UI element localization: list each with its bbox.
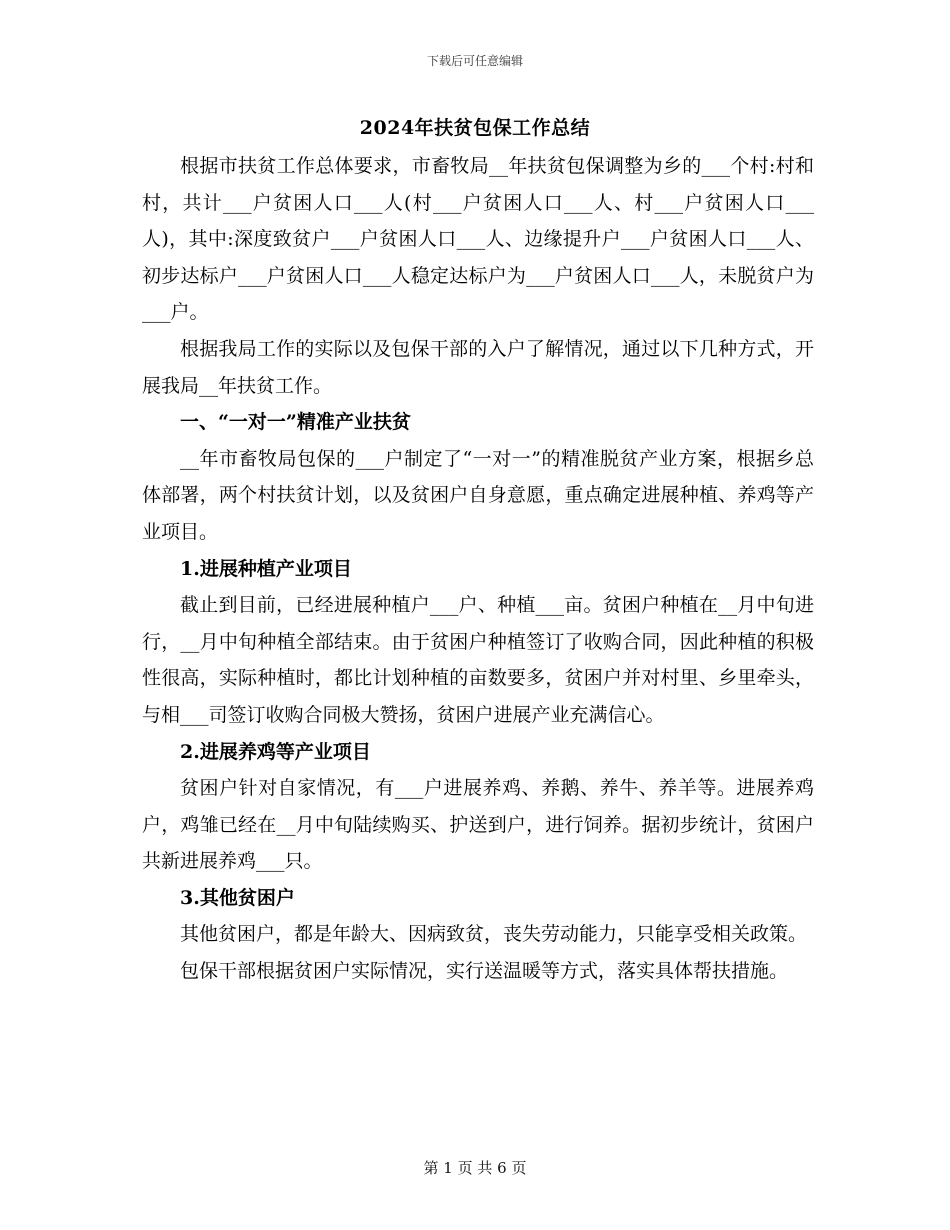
paragraph: 包保干部根据贫困户实际情况，实行送温暖等方式，落实具体帮扶措施。 <box>180 960 789 983</box>
document-title: 2024年扶贫包保工作总结 <box>359 117 591 139</box>
paragraph: 根据我局工作的实际以及包保干部的入户了解情况，通过以下几种方式，开展我局__年扶贫工作。 <box>142 337 814 397</box>
paragraph: 根据市扶贫工作总体要求，市畜牧局__年扶贫包保调整为乡的___个村:村和村，共计___户贫困人口___人(村___户贫困人口___人、村___户贫困人口___人)，其中:深度致贫户___户贫困人口___人、边缘提升户___户贫困人口___人、初步达标户___户贫困人口___人稳定达标户为___户贫困人口___人，未脱贫户为___户。 <box>142 155 814 324</box>
section-heading: 1.进展种植产业项目 <box>180 557 352 580</box>
page-footer: 第 1 页 共 6 页 <box>423 1159 527 1177</box>
paragraph: 贫困户针对自家情况，有___户进展养鸡、养鹅、养牛、养羊等。进展养鸡户，鸡雏已经在__月中旬陆续购买、护送到户，进行饲养。据初步统计，贫困户共新进展养鸡___只。 <box>142 777 814 873</box>
section-heading: 3.其他贫困户 <box>180 886 295 909</box>
section-heading: 2.进展养鸡等产业项目 <box>180 740 371 763</box>
paragraph: __年市畜牧局包保的___户制定了“一对一”的精准脱贫产业方案，根据乡总体部署，两个村扶贫计划，以及贫困户自身意愿，重点确定进展种植、养鸡等产业项目。 <box>142 447 814 543</box>
document-body <box>142 148 814 990</box>
header-note: 下载后可任意编辑 <box>426 54 523 68</box>
paragraph: 截止到目前，已经进展种植户___户、种植___亩。贫困户种植在__月中旬进行，__月中旬种植全部结束。由于贫困户种植签订了收购合同，因此种植的积极性很高，实际种植时，都比计划种植的亩数要多，贫困户并对村里、乡里牵头，与相___司签订收购合同极大赞扬，贫困户进展产业充满信心。 <box>142 594 814 726</box>
section-heading: 一、“一对一”精准产业扶贫 <box>180 411 411 434</box>
paragraph: 其他贫困户，都是年龄大、因病致贫，丧失劳动能力，只能享受相关政策。 <box>180 923 808 946</box>
